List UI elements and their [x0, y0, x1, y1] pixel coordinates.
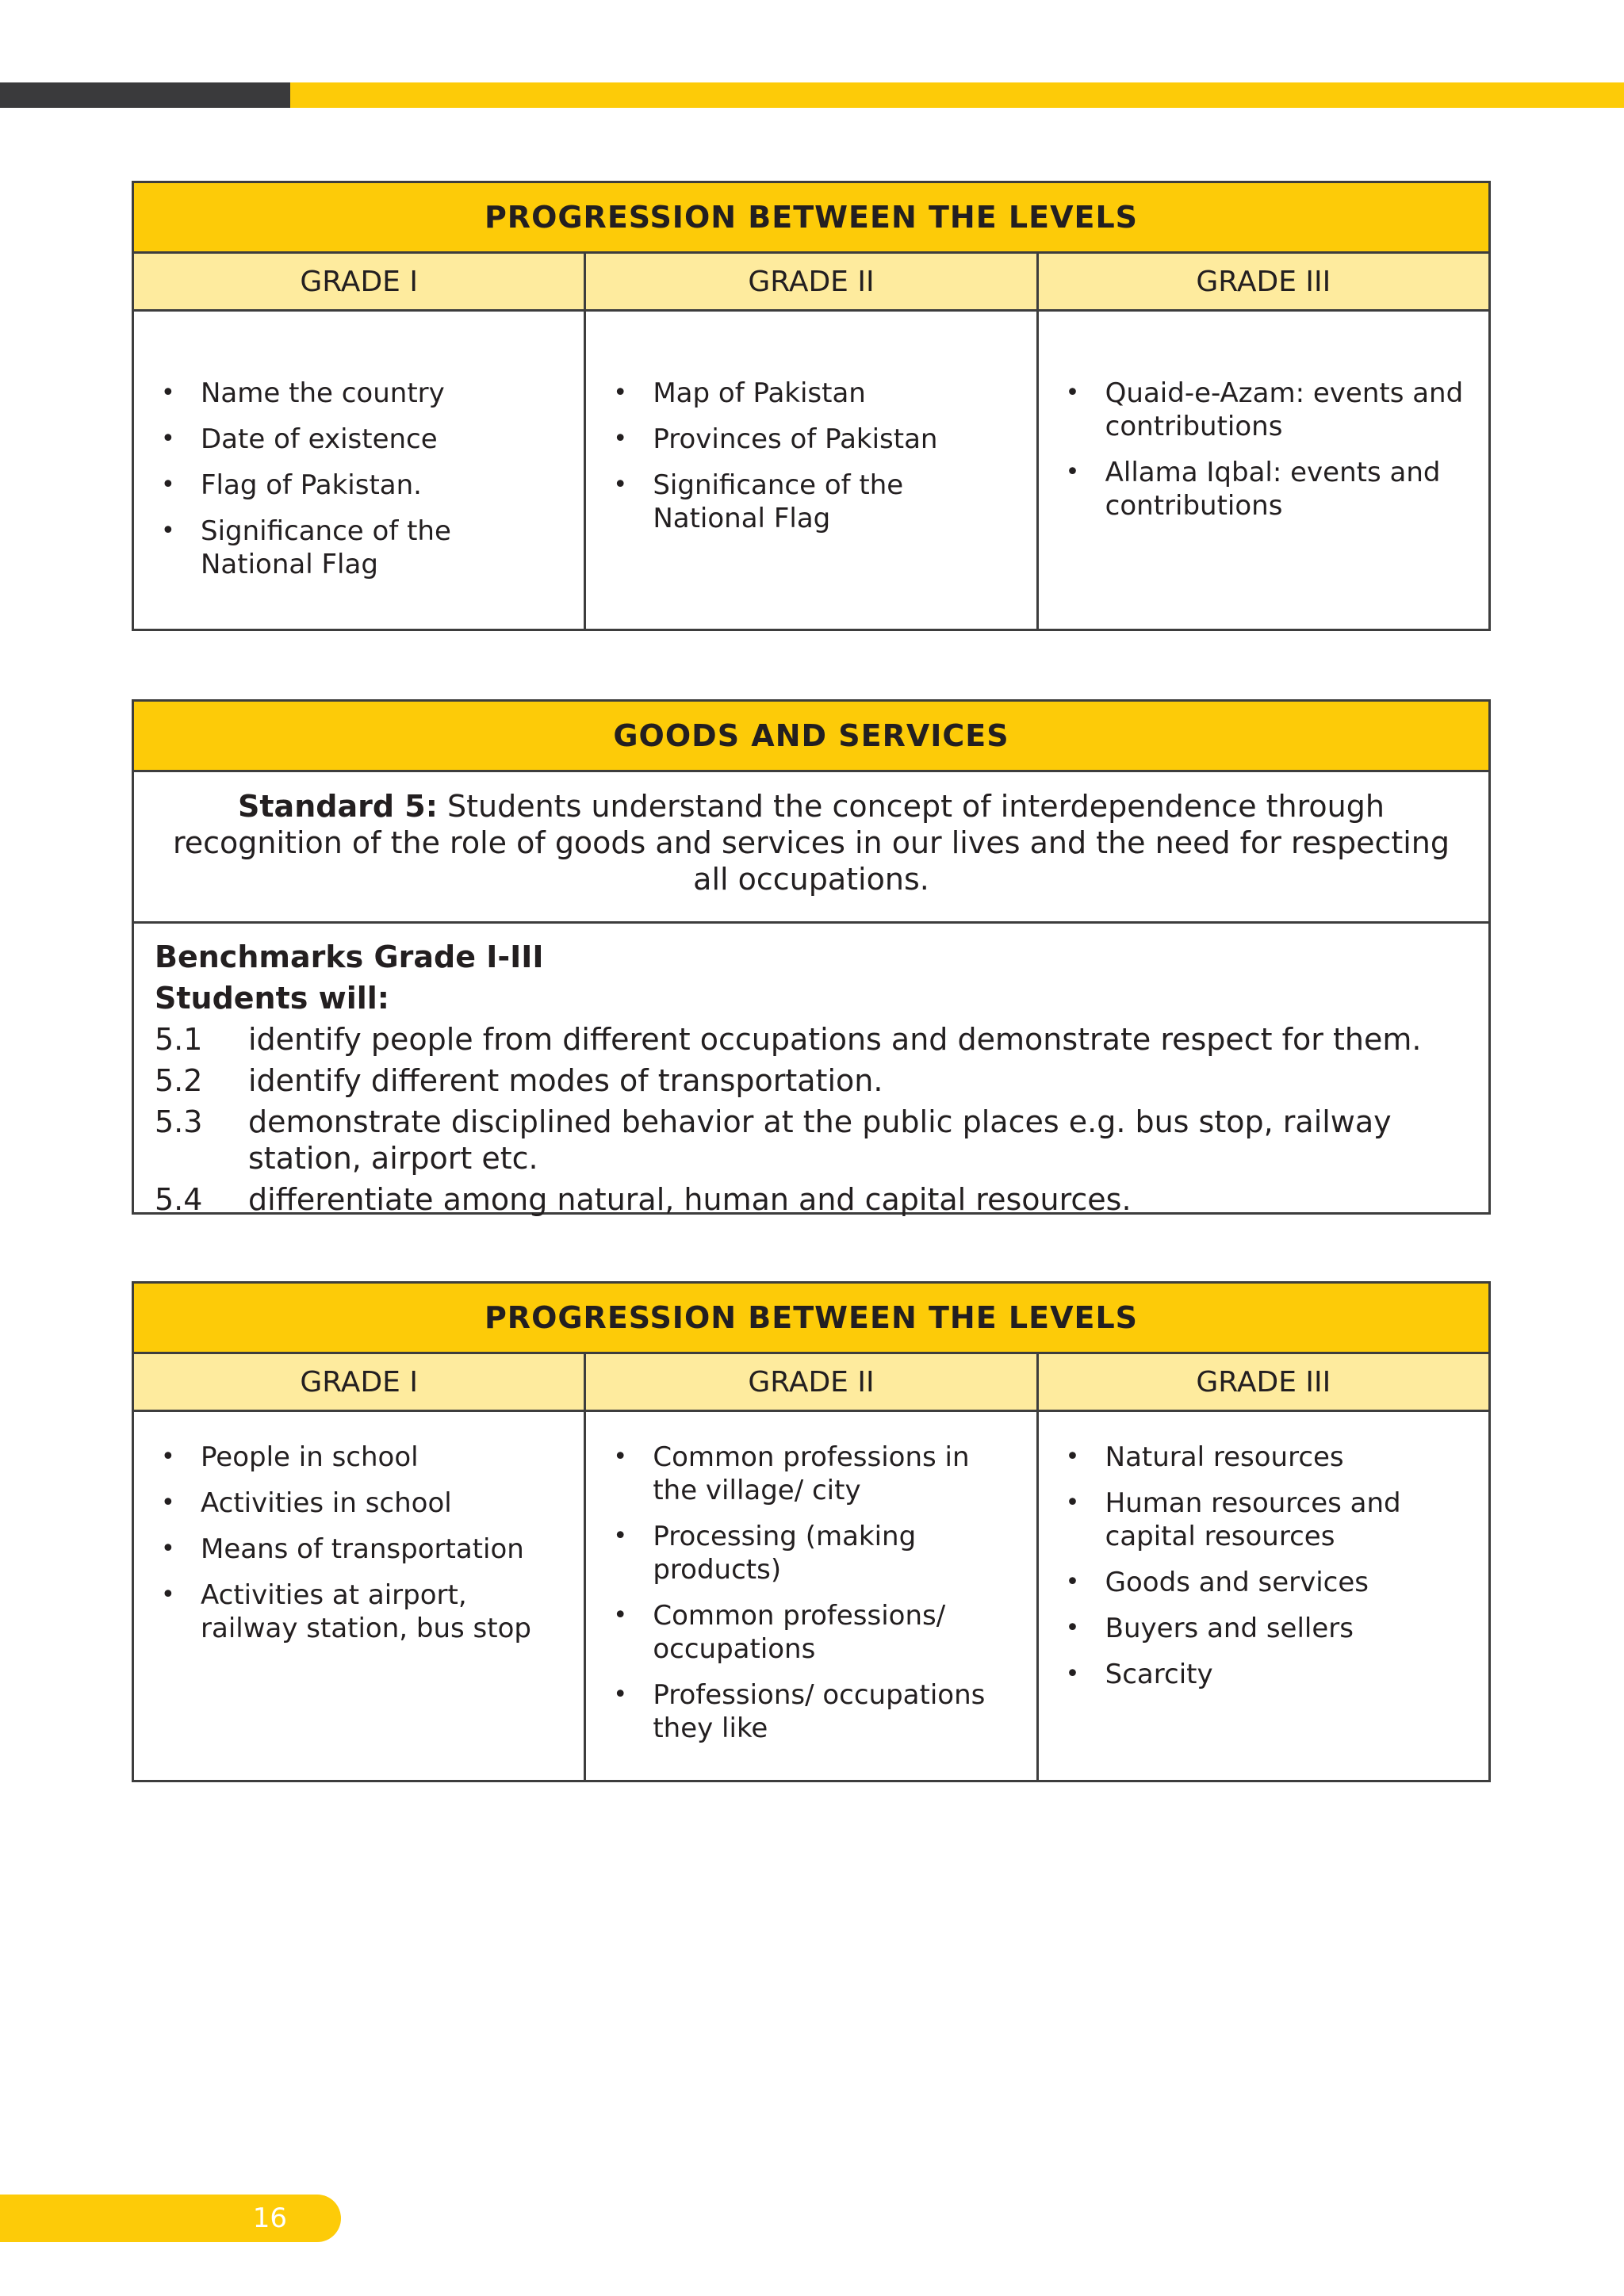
list-item: • Human resources and capital resources — [1039, 1487, 1488, 1553]
progression-table-2 — [132, 1281, 1491, 1782]
benchmarks-title: Benchmarks Grade I-III — [155, 939, 544, 974]
list-item: • Goods and services — [1039, 1566, 1488, 1599]
grade-3-header: GRADE III — [1036, 1354, 1488, 1410]
page-number-tab — [0, 2195, 341, 2242]
grade-2-header: GRADE II — [584, 254, 1036, 309]
benchmark-text: identify different modes of transportation. — [248, 1063, 883, 1098]
benchmark-number: 5.3 — [155, 1104, 203, 1139]
list-item: • Processing (making products) — [586, 1520, 1036, 1586]
grade-1-column — [134, 312, 584, 631]
standard-label: Standard 5: — [238, 789, 438, 824]
progression-title-1: PROGRESSION BETWEEN THE LEVELS — [134, 183, 1488, 254]
list-item: • Allama Iqbal: events and contributions — [1039, 456, 1488, 522]
grade-columns-2 — [134, 1412, 1488, 1782]
progression-title-2: PROGRESSION BETWEEN THE LEVELS — [134, 1284, 1488, 1354]
list-item: • Flag of Pakistan. — [134, 469, 584, 502]
goods-title: GOODS AND SERVICES — [134, 702, 1488, 772]
top-bar-yellow — [290, 82, 1624, 108]
students-will-label: Students will: — [155, 981, 390, 1016]
list-item: • Quaid-e-Azam: events and contributions — [1039, 377, 1488, 443]
grade-3-column — [1036, 1412, 1488, 1782]
grade-3-column — [1036, 312, 1488, 631]
grade-1-header: GRADE I — [300, 265, 418, 298]
benchmark-number: 5.4 — [155, 1182, 203, 1217]
benchmark-text: demonstrate disciplined behavior at the public places e.g. bus stop, railway station, airport etc. — [248, 1104, 1392, 1176]
list-item: • Significance of the National Flag — [134, 515, 584, 581]
benchmark-item — [155, 1179, 1468, 1220]
page-number: 16 — [252, 2202, 287, 2234]
grade-2-column — [584, 312, 1036, 631]
list-item: • Means of transportation — [134, 1533, 584, 1566]
list-item: • Provinces of Pakistan — [586, 423, 1036, 456]
list-item: • Common professions in the village/ city — [586, 1441, 1036, 1507]
benchmark-item — [155, 1060, 1468, 1101]
list-item: • Natural resources — [1039, 1441, 1488, 1474]
list-item: • People in school — [134, 1441, 584, 1474]
benchmark-item — [155, 1101, 1468, 1179]
grade-1-column — [134, 1412, 584, 1782]
list-item: • Date of existence — [134, 423, 584, 456]
goods-and-services-box — [132, 699, 1491, 1215]
list-item: • Common professions/ occupations — [586, 1599, 1036, 1666]
list-item: • Name the country — [134, 377, 584, 410]
standard-text: Students understand the concept of interdependence through recognition of the role of goods and services in our lives and the need for respecting all occupations. — [172, 789, 1450, 897]
list-item: • Activities in school — [134, 1487, 584, 1520]
grade-1-header: GRADE I — [300, 1365, 418, 1399]
list-item: • Map of Pakistan — [586, 377, 1036, 410]
grade-header-row-1 — [134, 254, 1488, 312]
list-item: • Buyers and sellers — [1039, 1612, 1488, 1645]
benchmark-text: identify people from different occupations and demonstrate respect for them. — [248, 1022, 1422, 1057]
benchmark-text: differentiate among natural, human and capital resources. — [248, 1182, 1132, 1217]
grade-2-column — [584, 1412, 1036, 1782]
benchmarks — [134, 924, 1488, 1238]
list-item: • Scarcity — [1039, 1658, 1488, 1691]
grade-2-header: GRADE II — [584, 1354, 1036, 1410]
grade-header-row-2 — [134, 1354, 1488, 1412]
benchmark-item — [155, 1019, 1468, 1060]
list-item: • Professions/ occupations they like — [586, 1678, 1036, 1745]
list-item: • Significance of the National Flag — [586, 469, 1036, 535]
benchmark-number: 5.2 — [155, 1063, 203, 1098]
progression-table-1 — [132, 181, 1491, 631]
benchmark-number: 5.1 — [155, 1022, 203, 1057]
grade-columns-1 — [134, 312, 1488, 631]
standard-statement — [134, 772, 1488, 924]
grade-3-header: GRADE III — [1036, 254, 1488, 309]
list-item: • Activities at airport, railway station, bus stop — [134, 1578, 584, 1645]
top-bar-dark — [0, 82, 290, 108]
